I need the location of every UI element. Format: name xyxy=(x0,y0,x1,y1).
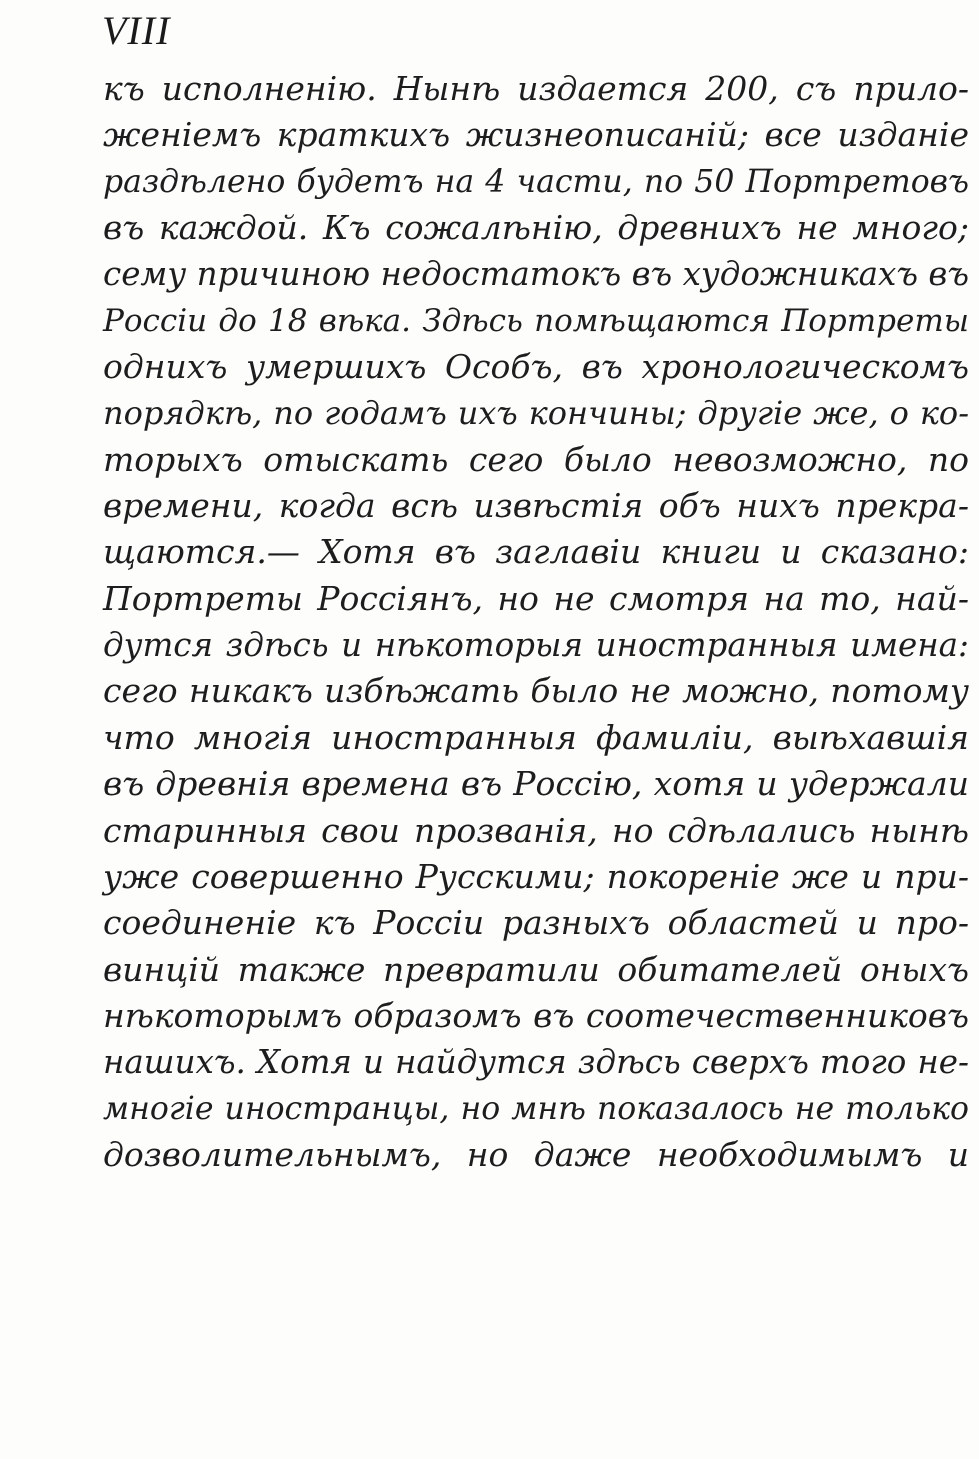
text-line: торыхъ отыскать сего было невозможно, по xyxy=(103,439,969,479)
text-line: сему причиною недостатокъ въ художникахъ въ xyxy=(103,255,969,294)
text-line: Россіи до 18 вѣка. Здѣсь помѣщаются Портреты xyxy=(103,302,969,339)
text-line: старинныя свои прозванія, но сдѣлались нынѣ xyxy=(103,810,969,850)
text-line: дозволительнымъ, но даже необходимымъ и xyxy=(103,1134,969,1174)
text-line: дутся здѣсь и нѣкоторыя иностранныя имена: xyxy=(103,626,969,665)
text-line: женіемъ краткихъ жизнеописаній; все изданіе xyxy=(103,115,969,155)
body-text xyxy=(103,66,969,1178)
text-line: Портреты Россіянъ, но не смотря на то, най- xyxy=(103,578,969,618)
text-line: винцій также превратили обитателей оныхъ xyxy=(103,949,969,989)
text-line: многіе иностранцы, но мнѣ показалось не только xyxy=(103,1090,969,1127)
text-line: нѣкоторымъ образомъ въ соотечественниковъ xyxy=(103,995,969,1035)
text-line: щаются.— Хотя въ заглавіи книги и сказано: xyxy=(103,532,969,572)
text-line: уже совершенно Русскими; покореніе же и при- xyxy=(103,856,969,896)
text-line: однихъ умершихъ Особъ, въ хронологическомъ xyxy=(103,347,969,387)
text-line: соединеніе къ Россіи разныхъ областей и про- xyxy=(103,903,969,943)
text-line: въ каждой. Къ сожалѣнію, древнихъ не много; xyxy=(103,208,969,248)
text-line: времени, когда всѣ извѣстія объ нихъ прекра- xyxy=(103,486,969,526)
page-number: VIII xyxy=(102,8,171,53)
text-line: нашихъ. Хотя и найдутся здѣсь сверхъ того не- xyxy=(103,1043,969,1082)
text-line: что многія иностранныя фамиліи, выѣхавшія xyxy=(103,717,969,757)
text-line: въ древнія времена въ Россію, хотя и удержали xyxy=(103,764,969,804)
text-line: раздѣлено будетъ на 4 части, по 50 Портретовъ xyxy=(103,163,969,200)
text-line: сего никакъ избѣжать было не можно, потому xyxy=(103,671,969,711)
text-line: порядкѣ, по годамъ ихъ кончины; другіе же, о ко- xyxy=(103,394,969,433)
text-line: къ исполненію. Нынѣ издается 200, съ прило- xyxy=(103,69,969,108)
